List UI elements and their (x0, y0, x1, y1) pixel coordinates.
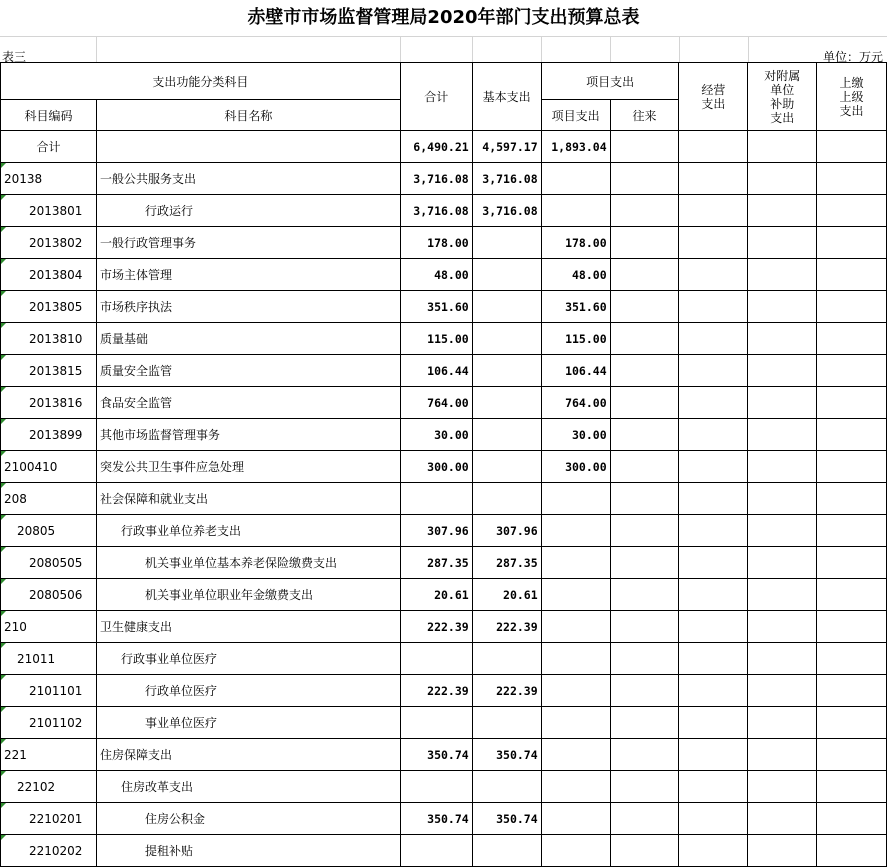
cell-name[interactable]: 行政运行 (96, 195, 400, 227)
error-indicator-icon (1, 739, 6, 744)
cell-code[interactable] (1, 675, 97, 707)
cell-code-text: 20805 (17, 523, 56, 538)
cell-upper[interactable] (817, 419, 887, 451)
cell-code-text: 2013815 (29, 363, 83, 378)
table-row[interactable] (1, 451, 887, 483)
table-row[interactable] (1, 675, 887, 707)
cell-code[interactable] (1, 803, 97, 835)
cell-code-text: 22102 (17, 779, 56, 794)
cell-name[interactable]: 住房公积金 (96, 803, 400, 835)
cell-project[interactable] (541, 803, 610, 835)
cell-project[interactable] (541, 643, 610, 675)
cell-total[interactable] (400, 771, 472, 803)
cell-code[interactable] (1, 771, 97, 803)
table-row[interactable] (1, 355, 887, 387)
cell-upper[interactable] (817, 771, 887, 803)
cell-subsidy[interactable] (748, 227, 817, 259)
table-row[interactable] (1, 739, 887, 771)
cell-basic[interactable]: 287.35 (472, 547, 541, 579)
cell-upper[interactable] (817, 131, 887, 163)
error-indicator-icon (1, 771, 6, 776)
header-subsidy: 对附属 单位 补助 支出 (748, 63, 817, 131)
cell-operating[interactable] (679, 131, 748, 163)
cell-basic[interactable] (472, 227, 541, 259)
cell-project[interactable]: 1,893.04 (541, 131, 610, 163)
cell-code[interactable] (1, 419, 97, 451)
table-row[interactable] (1, 195, 887, 227)
cell-code-text: 2080505 (29, 555, 83, 570)
table-row[interactable] (1, 483, 887, 515)
cell-subsidy[interactable] (748, 675, 817, 707)
cell-code[interactable] (1, 259, 97, 291)
cell-code[interactable] (1, 323, 97, 355)
cell-operating[interactable] (679, 483, 748, 515)
cell-basic[interactable] (472, 451, 541, 483)
header-name: 科目名称 (96, 100, 400, 131)
cell-name[interactable]: 提租补贴 (96, 835, 400, 867)
cell-code-text: 2210201 (29, 811, 83, 826)
cell-basic[interactable] (472, 771, 541, 803)
cell-transfer[interactable] (610, 419, 679, 451)
cell-total[interactable]: 3,716.08 (400, 195, 472, 227)
error-indicator-icon (1, 611, 6, 616)
cell-transfer[interactable] (610, 387, 679, 419)
cell-code[interactable] (1, 643, 97, 675)
table-row[interactable] (1, 515, 887, 547)
cell-code[interactable]: 合计 (1, 131, 97, 163)
cell-total[interactable]: 3,716.08 (400, 163, 472, 195)
cell-project[interactable] (541, 707, 610, 739)
cell-code-text: 221 (4, 747, 27, 762)
cell-total[interactable]: 48.00 (400, 259, 472, 291)
cell-project[interactable] (541, 739, 610, 771)
cell-code[interactable] (1, 163, 97, 195)
cell-upper[interactable] (817, 291, 887, 323)
subtitle-row (0, 36, 887, 62)
cell-subsidy[interactable] (748, 707, 817, 739)
cell-operating[interactable] (679, 451, 748, 483)
cell-code-text: 2013802 (29, 235, 83, 250)
cell-upper[interactable] (817, 515, 887, 547)
table-row[interactable] (1, 227, 887, 259)
cell-code-text: 2210202 (29, 843, 83, 858)
table-row[interactable] (1, 259, 887, 291)
cell-code-text: 2013816 (29, 395, 83, 410)
cell-code[interactable] (1, 227, 97, 259)
cell-code[interactable] (1, 515, 97, 547)
table-row[interactable] (1, 835, 887, 867)
cell-project[interactable]: 300.00 (541, 451, 610, 483)
cell-operating[interactable] (679, 419, 748, 451)
cell-transfer[interactable] (610, 355, 679, 387)
cell-name[interactable]: 一般行政管理事务 (96, 227, 400, 259)
cell-project[interactable]: 764.00 (541, 387, 610, 419)
cell-name[interactable]: 食品安全监管 (96, 387, 400, 419)
cell-basic[interactable]: 350.74 (472, 739, 541, 771)
cell-project[interactable] (541, 675, 610, 707)
cell-transfer[interactable] (610, 675, 679, 707)
cell-upper[interactable] (817, 547, 887, 579)
cell-upper[interactable] (817, 227, 887, 259)
cell-name[interactable] (96, 131, 400, 163)
cell-basic[interactable]: 222.39 (472, 611, 541, 643)
table-row[interactable] (1, 803, 887, 835)
cell-basic[interactable] (472, 707, 541, 739)
cell-project[interactable]: 115.00 (541, 323, 610, 355)
cell-operating[interactable] (679, 643, 748, 675)
table-row[interactable] (1, 419, 887, 451)
cell-operating[interactable] (679, 515, 748, 547)
cell-project[interactable]: 48.00 (541, 259, 610, 291)
cell-total[interactable]: 20.61 (400, 579, 472, 611)
cell-name[interactable]: 行政事业单位医疗 (96, 643, 400, 675)
header-code: 科目编码 (1, 100, 97, 131)
cell-basic[interactable]: 3,716.08 (472, 195, 541, 227)
table-row[interactable] (1, 547, 887, 579)
cell-total[interactable] (400, 483, 472, 515)
cell-transfer[interactable] (610, 643, 679, 675)
cell-name[interactable]: 一般公共服务支出 (96, 163, 400, 195)
cell-operating[interactable] (679, 291, 748, 323)
error-indicator-icon (1, 483, 6, 488)
error-indicator-icon (1, 675, 6, 680)
cell-operating[interactable] (679, 227, 748, 259)
cell-transfer[interactable] (610, 227, 679, 259)
cell-subsidy[interactable] (748, 515, 817, 547)
cell-basic[interactable] (472, 835, 541, 867)
cell-transfer[interactable] (610, 835, 679, 867)
cell-total[interactable]: 287.35 (400, 547, 472, 579)
cell-basic[interactable]: 307.96 (472, 515, 541, 547)
cell-operating[interactable] (679, 579, 748, 611)
cell-upper[interactable] (817, 739, 887, 771)
table-header (1, 63, 887, 131)
cell-operating[interactable] (679, 707, 748, 739)
header-project-group: 项目支出 (541, 63, 679, 100)
cell-basic[interactable]: 222.39 (472, 675, 541, 707)
cell-upper[interactable] (817, 387, 887, 419)
cell-code-text: 2080506 (29, 587, 83, 602)
cell-total[interactable]: 30.00 (400, 419, 472, 451)
header-operating: 经营 支出 (679, 63, 748, 131)
cell-operating[interactable] (679, 771, 748, 803)
cell-transfer[interactable] (610, 195, 679, 227)
cell-project[interactable] (541, 163, 610, 195)
cell-basic[interactable] (472, 419, 541, 451)
cell-name[interactable]: 行政事业单位养老支出 (96, 515, 400, 547)
cell-transfer[interactable] (610, 163, 679, 195)
cell-operating[interactable] (679, 323, 748, 355)
cell-subsidy[interactable] (748, 771, 817, 803)
cell-subsidy[interactable] (748, 803, 817, 835)
cell-project[interactable]: 178.00 (541, 227, 610, 259)
table-row[interactable] (1, 131, 887, 163)
cell-upper[interactable] (817, 579, 887, 611)
cell-basic[interactable]: 350.74 (472, 803, 541, 835)
cell-total[interactable] (400, 643, 472, 675)
cell-code[interactable] (1, 739, 97, 771)
cell-transfer[interactable] (610, 739, 679, 771)
header-project: 项目支出 (541, 100, 610, 131)
error-indicator-icon (1, 451, 6, 456)
table-row[interactable] (1, 291, 887, 323)
cell-total[interactable]: 178.00 (400, 227, 472, 259)
cell-subsidy[interactable] (748, 291, 817, 323)
cell-basic[interactable] (472, 291, 541, 323)
cell-basic[interactable] (472, 259, 541, 291)
cell-total[interactable] (400, 835, 472, 867)
cell-code[interactable] (1, 579, 97, 611)
cell-subsidy[interactable] (748, 739, 817, 771)
cell-name[interactable]: 突发公共卫生事件应急处理 (96, 451, 400, 483)
cell-transfer[interactable] (610, 579, 679, 611)
cell-total[interactable]: 106.44 (400, 355, 472, 387)
cell-name[interactable]: 住房改革支出 (96, 771, 400, 803)
cell-upper[interactable] (817, 355, 887, 387)
cell-name[interactable]: 社会保障和就业支出 (96, 483, 400, 515)
cell-total[interactable]: 764.00 (400, 387, 472, 419)
cell-basic[interactable]: 3,716.08 (472, 163, 541, 195)
cell-name[interactable]: 行政单位医疗 (96, 675, 400, 707)
cell-code-text: 2101101 (29, 683, 83, 698)
cell-total[interactable]: 350.74 (400, 739, 472, 771)
error-indicator-icon (1, 291, 6, 296)
cell-code[interactable] (1, 835, 97, 867)
error-indicator-icon (1, 259, 6, 264)
table-row[interactable] (1, 611, 887, 643)
cell-project[interactable]: 106.44 (541, 355, 610, 387)
cell-code[interactable] (1, 355, 97, 387)
cell-total[interactable]: 351.60 (400, 291, 472, 323)
table-number: 表三 (2, 50, 27, 64)
cell-total[interactable] (400, 707, 472, 739)
cell-project[interactable] (541, 515, 610, 547)
cell-name[interactable]: 住房保障支出 (96, 739, 400, 771)
cell-project[interactable] (541, 611, 610, 643)
cell-code[interactable] (1, 611, 97, 643)
cell-transfer[interactable] (610, 291, 679, 323)
cell-operating[interactable] (679, 259, 748, 291)
cell-subsidy[interactable] (748, 355, 817, 387)
cell-transfer[interactable] (610, 803, 679, 835)
cell-subsidy[interactable] (748, 835, 817, 867)
table-row[interactable] (1, 707, 887, 739)
error-indicator-icon (1, 803, 6, 808)
cell-name[interactable]: 质量安全监管 (96, 355, 400, 387)
cell-total[interactable]: 350.74 (400, 803, 472, 835)
cell-operating[interactable] (679, 355, 748, 387)
cell-total[interactable]: 307.96 (400, 515, 472, 547)
table-row[interactable] (1, 163, 887, 195)
cell-operating[interactable] (679, 611, 748, 643)
cell-transfer[interactable] (610, 547, 679, 579)
cell-operating[interactable] (679, 803, 748, 835)
cell-total[interactable]: 6,490.21 (400, 131, 472, 163)
cell-name[interactable]: 机关事业单位基本养老保险缴费支出 (96, 547, 400, 579)
cell-basic[interactable] (472, 483, 541, 515)
table-body (1, 131, 887, 867)
cell-upper[interactable] (817, 323, 887, 355)
cell-basic[interactable] (472, 643, 541, 675)
cell-code-text: 2101102 (29, 715, 83, 730)
error-indicator-icon (1, 387, 6, 392)
error-indicator-icon (1, 195, 6, 200)
cell-code-text: 21011 (17, 651, 56, 666)
cell-basic[interactable]: 4,597.17 (472, 131, 541, 163)
cell-total[interactable]: 222.39 (400, 611, 472, 643)
unit-label: 单位：万元 (822, 50, 883, 64)
header-basic: 基本支出 (472, 63, 541, 131)
header-upper: 上缴 上级 支出 (817, 63, 887, 131)
cell-code-text: 210 (4, 619, 27, 634)
header-total: 合计 (400, 63, 472, 131)
cell-code-text: 20138 (4, 171, 43, 186)
cell-upper[interactable] (817, 611, 887, 643)
cell-upper[interactable] (817, 259, 887, 291)
error-indicator-icon (1, 515, 6, 520)
table-row[interactable] (1, 323, 887, 355)
cell-transfer[interactable] (610, 131, 679, 163)
cell-transfer[interactable] (610, 771, 679, 803)
cell-name[interactable]: 其他市场监督管理事务 (96, 419, 400, 451)
cell-project[interactable] (541, 483, 610, 515)
cell-subsidy[interactable] (748, 419, 817, 451)
cell-basic[interactable] (472, 387, 541, 419)
cell-transfer[interactable] (610, 611, 679, 643)
cell-name[interactable]: 机关事业单位职业年金缴费支出 (96, 579, 400, 611)
cell-transfer[interactable] (610, 451, 679, 483)
cell-project[interactable]: 351.60 (541, 291, 610, 323)
cell-code-text: 2013805 (29, 299, 83, 314)
table-row[interactable] (1, 579, 887, 611)
cell-subsidy[interactable] (748, 387, 817, 419)
cell-operating[interactable] (679, 739, 748, 771)
cell-code[interactable] (1, 387, 97, 419)
cell-subsidy[interactable] (748, 483, 817, 515)
table-row[interactable] (1, 643, 887, 675)
cell-operating[interactable] (679, 547, 748, 579)
cell-upper[interactable] (817, 707, 887, 739)
cell-code[interactable] (1, 483, 97, 515)
cell-total[interactable]: 300.00 (400, 451, 472, 483)
cell-transfer[interactable] (610, 707, 679, 739)
cell-total[interactable]: 222.39 (400, 675, 472, 707)
cell-transfer[interactable] (610, 323, 679, 355)
cell-name[interactable]: 市场秩序执法 (96, 291, 400, 323)
cell-basic[interactable]: 20.61 (472, 579, 541, 611)
table-row[interactable] (1, 771, 887, 803)
cell-upper[interactable] (817, 195, 887, 227)
error-indicator-icon (1, 355, 6, 360)
cell-upper[interactable] (817, 643, 887, 675)
error-indicator-icon (1, 835, 6, 840)
cell-upper[interactable] (817, 803, 887, 835)
cell-operating[interactable] (679, 387, 748, 419)
cell-code[interactable] (1, 707, 97, 739)
cell-operating[interactable] (679, 835, 748, 867)
cell-subsidy[interactable] (748, 131, 817, 163)
cell-project[interactable] (541, 547, 610, 579)
error-indicator-icon (1, 579, 6, 584)
cell-code[interactable] (1, 195, 97, 227)
cell-subsidy[interactable] (748, 643, 817, 675)
cell-upper[interactable] (817, 163, 887, 195)
cell-operating[interactable] (679, 163, 748, 195)
cell-operating[interactable] (679, 675, 748, 707)
cell-basic[interactable] (472, 355, 541, 387)
error-indicator-icon (1, 547, 6, 552)
cell-total[interactable]: 115.00 (400, 323, 472, 355)
cell-upper[interactable] (817, 835, 887, 867)
cell-name[interactable]: 卫生健康支出 (96, 611, 400, 643)
cell-project[interactable] (541, 579, 610, 611)
error-indicator-icon (1, 323, 6, 328)
error-indicator-icon (1, 163, 6, 168)
header-function-category: 支出功能分类科目 (1, 63, 401, 100)
cell-project[interactable] (541, 195, 610, 227)
cell-code-text: 2013899 (29, 427, 83, 442)
cell-subsidy[interactable] (748, 579, 817, 611)
cell-code-text: 2013804 (29, 267, 83, 282)
error-indicator-icon (1, 707, 6, 712)
error-indicator-icon (1, 419, 6, 424)
cell-operating[interactable] (679, 195, 748, 227)
cell-subsidy[interactable] (748, 547, 817, 579)
cell-name[interactable]: 事业单位医疗 (96, 707, 400, 739)
cell-subsidy[interactable] (748, 451, 817, 483)
page-title: 赤壁市市场监督管理局2020年部门支出预算总表 (0, 0, 887, 37)
cell-upper[interactable] (817, 675, 887, 707)
cell-subsidy[interactable] (748, 163, 817, 195)
header-transfer: 往来 (610, 100, 679, 131)
error-indicator-icon (1, 227, 6, 232)
cell-project[interactable]: 30.00 (541, 419, 610, 451)
cell-transfer[interactable] (610, 483, 679, 515)
cell-subsidy[interactable] (748, 259, 817, 291)
cell-code[interactable] (1, 547, 97, 579)
cell-upper[interactable] (817, 451, 887, 483)
cell-name[interactable]: 市场主体管理 (96, 259, 400, 291)
cell-subsidy[interactable] (748, 323, 817, 355)
table-row[interactable] (1, 387, 887, 419)
cell-transfer[interactable] (610, 515, 679, 547)
cell-code[interactable] (1, 291, 97, 323)
cell-code-text: 2100410 (4, 459, 58, 474)
cell-project[interactable] (541, 835, 610, 867)
cell-code-text: 208 (4, 491, 27, 506)
cell-upper[interactable] (817, 483, 887, 515)
budget-table (0, 62, 887, 867)
cell-code-text: 2013801 (29, 203, 83, 218)
cell-code[interactable] (1, 451, 97, 483)
cell-subsidy[interactable] (748, 195, 817, 227)
cell-project[interactable] (541, 771, 610, 803)
cell-name[interactable]: 质量基础 (96, 323, 400, 355)
cell-basic[interactable] (472, 323, 541, 355)
cell-code-text: 2013810 (29, 331, 83, 346)
cell-transfer[interactable] (610, 259, 679, 291)
cell-subsidy[interactable] (748, 611, 817, 643)
error-indicator-icon (1, 643, 6, 648)
